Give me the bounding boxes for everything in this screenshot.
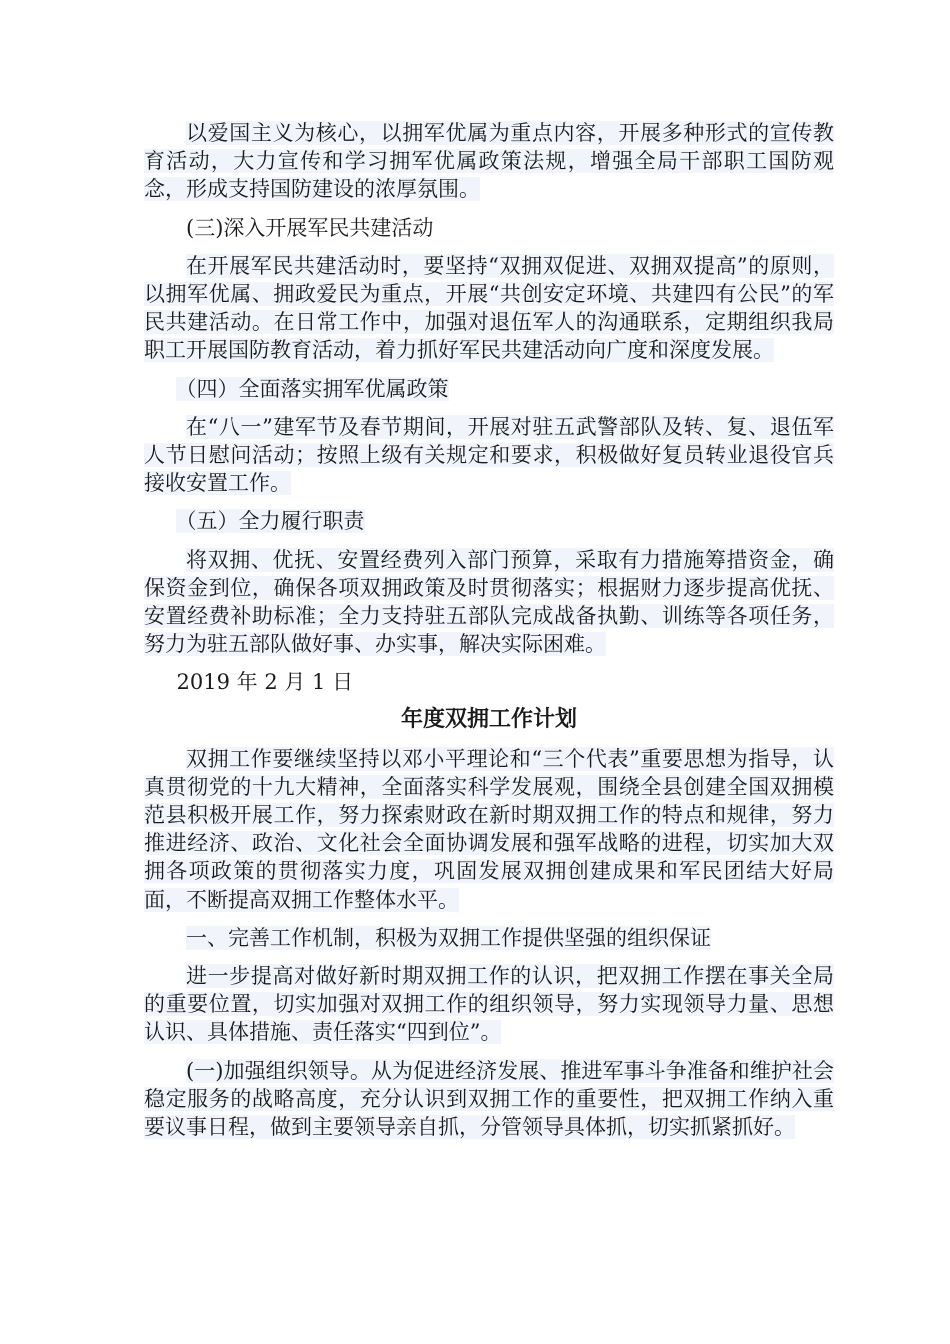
document-title: 年度双拥工作计划 [400, 706, 577, 732]
paragraph-holiday-visits: 在“八一”建军节及春节期间，开展对驻五武警部队及转、复、退伍军人节日慰问活动；按照上级有关规定和要求，积极做好复员转业退役官兵接收安置工作。 [144, 414, 834, 496]
document-date: 2019 年 2 月 1 日 [176, 670, 354, 695]
document-body [144, 119, 834, 1151]
heading-fulfill-duties: （五）全力履行职责 [175, 509, 365, 534]
heading-civil-military-cobuilding: (三)深入开展军民共建活动 [186, 215, 434, 240]
heading-work-mechanism: 一、完善工作机制，积极为双拥工作提供坚强的组织保证 [186, 925, 711, 950]
paragraph-guiding-principle: 双拥工作要继续坚持以邓小平理论和“三个代表”重要思想为指导，认真贯彻党的十九大精神，全面落实科学发展观，围绕全县创建全国双拥模范县积极开展工作，努力探索财政在新时期双拥工作的特点和规律，努力推进经济、政治、文化社会全面协调发展和强军战略的进程，切实加大双拥各项政策的贯彻落实力度，巩固发展双拥创建成果和军民团结大好局面，不断提高双拥工作整体水平。 [144, 746, 834, 912]
heading-preferential-policy: （四）全面落实拥军优属政策 [175, 376, 449, 401]
paragraph-budget-funding: 将双拥、优抚、安置经费列入部门预算，采取有力措施筹措资金，确保资金到位，确保各项双拥政策及时贯彻落实；根据财力逐步提高优抚、安置经费补助标准；全力支持驻五部队完成战备执勤、训练等各项任务，努力为驻五部队做好事、办实事，解决实际困难。 [144, 547, 834, 657]
paragraph-organizational-leadership: (一)加强组织领导。从为促进经济发展、推进军事斗争准备和维护社会稳定服务的战略高度，充分认识到双拥工作的重要性，把双拥工作纳入重要议事日程，做到主要领导亲自抓，分管领导具体抓，切实抓紧抓好。 [144, 1058, 834, 1140]
paragraph-patriotic-education: 以爱国主义为核心，以拥军优属为重点内容，开展多种形式的宣传教育活动，大力宣传和学习拥军优属政策法规，增强全局干部职工国防观念，形成支持国防建设的浓厚氛围。 [144, 121, 834, 202]
paragraph-four-in-place: 进一步提高对做好新时期双拥工作的认识，把双拥工作摆在事关全局的重要位置，切实加强对双拥工作的组织领导，努力实现领导力量、思想认识、具体措施、责任落实“四到位”。 [144, 964, 834, 1045]
paragraph-civil-military-cobuilding: 在开展军民共建活动时，要坚持“双拥双促进、双拥双提高”的原则，以拥军优属、拥政爱民为重点，开展“共创安定环境、共建四有公民”的军民共建活动。在日常工作中，加强对退伍军人的沟通联系，定期组织我局职工开展国防教育活动，着力抓好军民共建活动向广度和深度发展。 [144, 253, 834, 363]
